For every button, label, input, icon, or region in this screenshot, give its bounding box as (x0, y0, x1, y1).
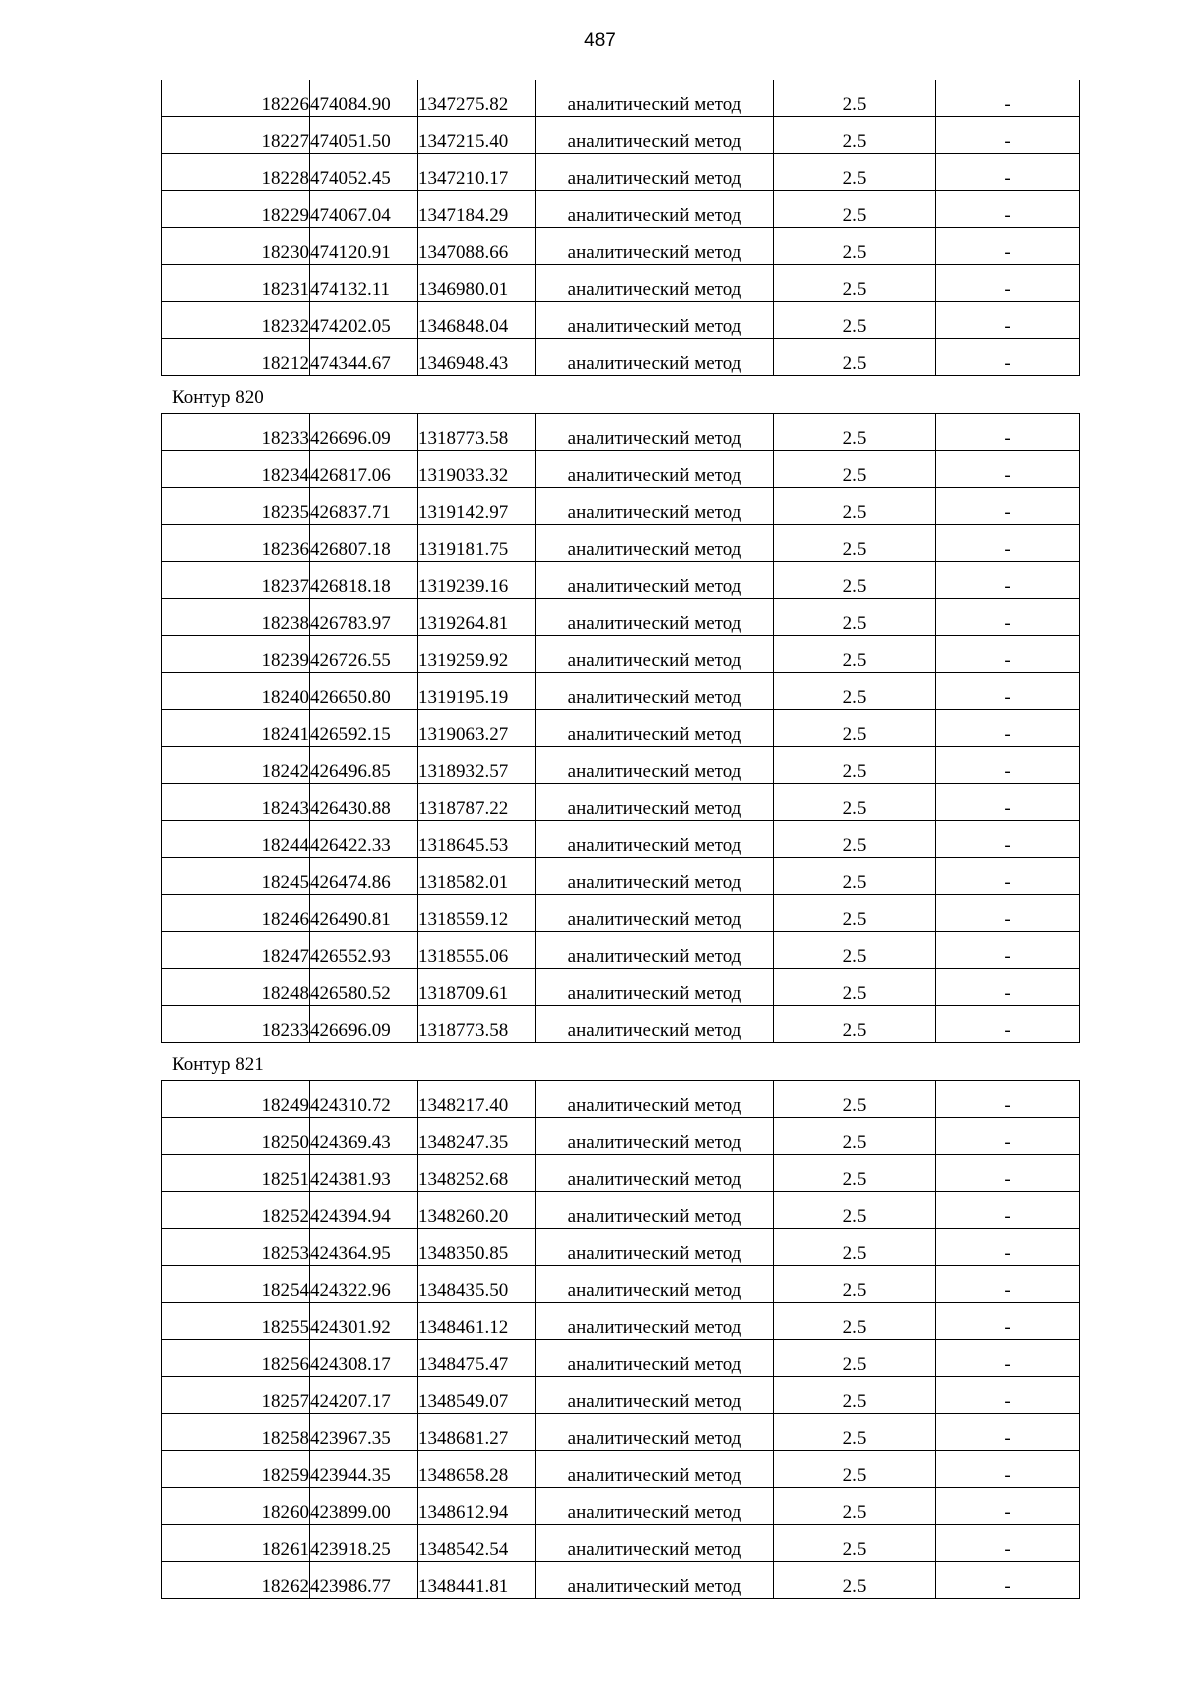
point-number-cell: 18233 (162, 414, 310, 451)
point-number-cell: 18256 (162, 1340, 310, 1377)
point-number-cell: 18226 (162, 80, 310, 117)
x-coordinate-cell: 423944.35 (310, 1451, 418, 1488)
accuracy-cell: 2.5 (774, 451, 936, 488)
page-number: 487 (584, 30, 616, 51)
y-coordinate-cell: 1348350.85 (418, 1229, 536, 1266)
y-coordinate-cell: 1318773.58 (418, 1006, 536, 1043)
method-cell: аналитический метод (536, 265, 774, 302)
table-row (162, 1525, 1080, 1562)
note-cell: - (936, 784, 1080, 821)
table-row (162, 673, 1080, 710)
method-cell: аналитический метод (536, 636, 774, 673)
y-coordinate-cell: 1347215.40 (418, 117, 536, 154)
y-coordinate-cell: 1348461.12 (418, 1303, 536, 1340)
x-coordinate-cell: 424381.93 (310, 1155, 418, 1192)
accuracy-cell: 2.5 (774, 117, 936, 154)
y-coordinate-cell: 1319142.97 (418, 488, 536, 525)
note-cell: - (936, 1562, 1080, 1599)
point-number-cell: 18248 (162, 969, 310, 1006)
note-cell: - (936, 747, 1080, 784)
accuracy-cell: 2.5 (774, 1266, 936, 1303)
note-cell: - (936, 191, 1080, 228)
note-cell: - (936, 636, 1080, 673)
y-coordinate-cell: 1319259.92 (418, 636, 536, 673)
note-cell: - (936, 451, 1080, 488)
table-row (162, 1155, 1080, 1192)
y-coordinate-cell: 1348475.47 (418, 1340, 536, 1377)
y-coordinate-cell: 1348658.28 (418, 1451, 536, 1488)
point-number-cell: 18234 (162, 451, 310, 488)
point-number-cell: 18238 (162, 599, 310, 636)
method-cell: аналитический метод (536, 1488, 774, 1525)
note-cell: - (936, 1081, 1080, 1118)
accuracy-cell: 2.5 (774, 895, 936, 932)
table-row (162, 1340, 1080, 1377)
table-row (162, 302, 1080, 339)
x-coordinate-cell: 424308.17 (310, 1340, 418, 1377)
coordinates-table (161, 80, 1080, 376)
table-row (162, 1488, 1080, 1525)
y-coordinate-cell: 1318709.61 (418, 969, 536, 1006)
point-number-cell: 18227 (162, 117, 310, 154)
contour-title: Контур 821 (172, 1054, 264, 1075)
y-coordinate-cell: 1348612.94 (418, 1488, 536, 1525)
method-cell: аналитический метод (536, 784, 774, 821)
method-cell: аналитический метод (536, 895, 774, 932)
y-coordinate-cell: 1319033.32 (418, 451, 536, 488)
table-row (162, 747, 1080, 784)
note-cell: - (936, 414, 1080, 451)
accuracy-cell: 2.5 (774, 636, 936, 673)
accuracy-cell: 2.5 (774, 1451, 936, 1488)
table-row (162, 784, 1080, 821)
note-cell: - (936, 932, 1080, 969)
table-row (162, 969, 1080, 1006)
accuracy-cell: 2.5 (774, 858, 936, 895)
note-cell: - (936, 1340, 1080, 1377)
x-coordinate-cell: 424207.17 (310, 1377, 418, 1414)
y-coordinate-cell: 1319181.75 (418, 525, 536, 562)
table-row (162, 228, 1080, 265)
table-row (162, 1562, 1080, 1599)
x-coordinate-cell: 426696.09 (310, 414, 418, 451)
table-row (162, 154, 1080, 191)
method-cell: аналитический метод (536, 1266, 774, 1303)
x-coordinate-cell: 426422.33 (310, 821, 418, 858)
accuracy-cell: 2.5 (774, 1377, 936, 1414)
point-number-cell: 18236 (162, 525, 310, 562)
y-coordinate-cell: 1346848.04 (418, 302, 536, 339)
x-coordinate-cell: 426650.80 (310, 673, 418, 710)
x-coordinate-cell: 426783.97 (310, 599, 418, 636)
table-row (162, 265, 1080, 302)
point-number-cell: 18243 (162, 784, 310, 821)
x-coordinate-cell: 426552.93 (310, 932, 418, 969)
point-number-cell: 18235 (162, 488, 310, 525)
table-row (162, 932, 1080, 969)
point-number-cell: 18241 (162, 710, 310, 747)
note-cell: - (936, 302, 1080, 339)
method-cell: аналитический метод (536, 1340, 774, 1377)
accuracy-cell: 2.5 (774, 339, 936, 376)
method-cell: аналитический метод (536, 80, 774, 117)
table-row (162, 80, 1080, 117)
point-number-cell: 18259 (162, 1451, 310, 1488)
note-cell: - (936, 1525, 1080, 1562)
accuracy-cell: 2.5 (774, 80, 936, 117)
note-cell: - (936, 228, 1080, 265)
table-row (162, 562, 1080, 599)
point-number-cell: 18258 (162, 1414, 310, 1451)
note-cell: - (936, 1229, 1080, 1266)
point-number-cell: 18253 (162, 1229, 310, 1266)
point-number-cell: 18245 (162, 858, 310, 895)
note-cell: - (936, 80, 1080, 117)
note-cell: - (936, 154, 1080, 191)
y-coordinate-cell: 1347088.66 (418, 228, 536, 265)
point-number-cell: 18239 (162, 636, 310, 673)
note-cell: - (936, 821, 1080, 858)
y-coordinate-cell: 1346948.43 (418, 339, 536, 376)
x-coordinate-cell: 474344.67 (310, 339, 418, 376)
point-number-cell: 18252 (162, 1192, 310, 1229)
accuracy-cell: 2.5 (774, 1192, 936, 1229)
table-row (162, 858, 1080, 895)
table-row (162, 339, 1080, 376)
method-cell: аналитический метод (536, 1562, 774, 1599)
y-coordinate-cell: 1319264.81 (418, 599, 536, 636)
table-row (162, 1303, 1080, 1340)
accuracy-cell: 2.5 (774, 673, 936, 710)
x-coordinate-cell: 426490.81 (310, 895, 418, 932)
point-number-cell: 18229 (162, 191, 310, 228)
note-cell: - (936, 265, 1080, 302)
coordinates-document (161, 80, 1079, 1599)
point-number-cell: 18257 (162, 1377, 310, 1414)
note-cell: - (936, 488, 1080, 525)
method-cell: аналитический метод (536, 821, 774, 858)
table-row (162, 488, 1080, 525)
accuracy-cell: 2.5 (774, 747, 936, 784)
point-number-cell: 18255 (162, 1303, 310, 1340)
x-coordinate-cell: 426696.09 (310, 1006, 418, 1043)
y-coordinate-cell: 1347275.82 (418, 80, 536, 117)
coordinates-table (161, 1080, 1080, 1599)
table-row (162, 414, 1080, 451)
accuracy-cell: 2.5 (774, 1340, 936, 1377)
x-coordinate-cell: 426837.71 (310, 488, 418, 525)
accuracy-cell: 2.5 (774, 1118, 936, 1155)
point-number-cell: 18231 (162, 265, 310, 302)
method-cell: аналитический метод (536, 339, 774, 376)
x-coordinate-cell: 423986.77 (310, 1562, 418, 1599)
point-number-cell: 18230 (162, 228, 310, 265)
note-cell: - (936, 858, 1080, 895)
method-cell: аналитический метод (536, 488, 774, 525)
method-cell: аналитический метод (536, 599, 774, 636)
y-coordinate-cell: 1347184.29 (418, 191, 536, 228)
y-coordinate-cell: 1318932.57 (418, 747, 536, 784)
accuracy-cell: 2.5 (774, 932, 936, 969)
point-number-cell: 18232 (162, 302, 310, 339)
method-cell: аналитический метод (536, 1451, 774, 1488)
accuracy-cell: 2.5 (774, 969, 936, 1006)
contour-title: Контур 820 (172, 387, 264, 408)
point-number-cell: 18250 (162, 1118, 310, 1155)
x-coordinate-cell: 424364.95 (310, 1229, 418, 1266)
method-cell: аналитический метод (536, 562, 774, 599)
x-coordinate-cell: 426592.15 (310, 710, 418, 747)
table-row (162, 1266, 1080, 1303)
y-coordinate-cell: 1318773.58 (418, 414, 536, 451)
x-coordinate-cell: 424369.43 (310, 1118, 418, 1155)
method-cell: аналитический метод (536, 673, 774, 710)
note-cell: - (936, 1155, 1080, 1192)
table-row (162, 1229, 1080, 1266)
y-coordinate-cell: 1319239.16 (418, 562, 536, 599)
method-cell: аналитический метод (536, 451, 774, 488)
y-coordinate-cell: 1318582.01 (418, 858, 536, 895)
y-coordinate-cell: 1348681.27 (418, 1414, 536, 1451)
note-cell: - (936, 117, 1080, 154)
method-cell: аналитический метод (536, 414, 774, 451)
accuracy-cell: 2.5 (774, 1525, 936, 1562)
method-cell: аналитический метод (536, 1229, 774, 1266)
accuracy-cell: 2.5 (774, 599, 936, 636)
table-row (162, 821, 1080, 858)
method-cell: аналитический метод (536, 1414, 774, 1451)
point-number-cell: 18237 (162, 562, 310, 599)
note-cell: - (936, 1451, 1080, 1488)
point-number-cell: 18240 (162, 673, 310, 710)
x-coordinate-cell: 474120.91 (310, 228, 418, 265)
x-coordinate-cell: 426496.85 (310, 747, 418, 784)
method-cell: аналитический метод (536, 1081, 774, 1118)
note-cell: - (936, 599, 1080, 636)
x-coordinate-cell: 426580.52 (310, 969, 418, 1006)
note-cell: - (936, 895, 1080, 932)
note-cell: - (936, 1488, 1080, 1525)
note-cell: - (936, 1414, 1080, 1451)
note-cell: - (936, 339, 1080, 376)
point-number-cell: 18212 (162, 339, 310, 376)
method-cell: аналитический метод (536, 117, 774, 154)
table-row (162, 1081, 1080, 1118)
x-coordinate-cell: 474052.45 (310, 154, 418, 191)
table-row (162, 710, 1080, 747)
accuracy-cell: 2.5 (774, 821, 936, 858)
note-cell: - (936, 1377, 1080, 1414)
table-row (162, 525, 1080, 562)
method-cell: аналитический метод (536, 191, 774, 228)
x-coordinate-cell: 426817.06 (310, 451, 418, 488)
point-number-cell: 18260 (162, 1488, 310, 1525)
accuracy-cell: 2.5 (774, 302, 936, 339)
y-coordinate-cell: 1318555.06 (418, 932, 536, 969)
point-number-cell: 18247 (162, 932, 310, 969)
table-row (162, 1451, 1080, 1488)
y-coordinate-cell: 1348247.35 (418, 1118, 536, 1155)
accuracy-cell: 2.5 (774, 488, 936, 525)
method-cell: аналитический метод (536, 1303, 774, 1340)
x-coordinate-cell: 474202.05 (310, 302, 418, 339)
x-coordinate-cell: 424301.92 (310, 1303, 418, 1340)
accuracy-cell: 2.5 (774, 1006, 936, 1043)
accuracy-cell: 2.5 (774, 265, 936, 302)
accuracy-cell: 2.5 (774, 562, 936, 599)
table-row (162, 636, 1080, 673)
note-cell: - (936, 1303, 1080, 1340)
x-coordinate-cell: 426430.88 (310, 784, 418, 821)
method-cell: аналитический метод (536, 1377, 774, 1414)
coordinates-table (161, 413, 1080, 1043)
method-cell: аналитический метод (536, 1118, 774, 1155)
method-cell: аналитический метод (536, 1155, 774, 1192)
x-coordinate-cell: 423918.25 (310, 1525, 418, 1562)
y-coordinate-cell: 1319063.27 (418, 710, 536, 747)
y-coordinate-cell: 1348260.20 (418, 1192, 536, 1229)
table-row (162, 1118, 1080, 1155)
note-cell: - (936, 525, 1080, 562)
point-number-cell: 18254 (162, 1266, 310, 1303)
method-cell: аналитический метод (536, 1525, 774, 1562)
table-row (162, 1006, 1080, 1043)
method-cell: аналитический метод (536, 1192, 774, 1229)
x-coordinate-cell: 423899.00 (310, 1488, 418, 1525)
note-cell: - (936, 1192, 1080, 1229)
accuracy-cell: 2.5 (774, 1229, 936, 1266)
y-coordinate-cell: 1318645.53 (418, 821, 536, 858)
point-number-cell: 18228 (162, 154, 310, 191)
x-coordinate-cell: 426726.55 (310, 636, 418, 673)
point-number-cell: 18244 (162, 821, 310, 858)
x-coordinate-cell: 424322.96 (310, 1266, 418, 1303)
method-cell: аналитический метод (536, 858, 774, 895)
x-coordinate-cell: 423967.35 (310, 1414, 418, 1451)
method-cell: аналитический метод (536, 747, 774, 784)
accuracy-cell: 2.5 (774, 1562, 936, 1599)
y-coordinate-cell: 1348252.68 (418, 1155, 536, 1192)
y-coordinate-cell: 1348435.50 (418, 1266, 536, 1303)
table-row (162, 1192, 1080, 1229)
method-cell: аналитический метод (536, 525, 774, 562)
note-cell: - (936, 710, 1080, 747)
point-number-cell: 18251 (162, 1155, 310, 1192)
method-cell: аналитический метод (536, 154, 774, 191)
point-number-cell: 18249 (162, 1081, 310, 1118)
method-cell: аналитический метод (536, 228, 774, 265)
accuracy-cell: 2.5 (774, 228, 936, 265)
x-coordinate-cell: 474084.90 (310, 80, 418, 117)
point-number-cell: 18242 (162, 747, 310, 784)
y-coordinate-cell: 1318559.12 (418, 895, 536, 932)
table-row (162, 1414, 1080, 1451)
method-cell: аналитический метод (536, 1006, 774, 1043)
point-number-cell: 18261 (162, 1525, 310, 1562)
table-row (162, 895, 1080, 932)
method-cell: аналитический метод (536, 710, 774, 747)
note-cell: - (936, 673, 1080, 710)
table-row (162, 191, 1080, 228)
x-coordinate-cell: 474051.50 (310, 117, 418, 154)
accuracy-cell: 2.5 (774, 710, 936, 747)
y-coordinate-cell: 1348217.40 (418, 1081, 536, 1118)
y-coordinate-cell: 1348542.54 (418, 1525, 536, 1562)
x-coordinate-cell: 426474.86 (310, 858, 418, 895)
x-coordinate-cell: 474132.11 (310, 265, 418, 302)
method-cell: аналитический метод (536, 302, 774, 339)
point-number-cell: 18233 (162, 1006, 310, 1043)
y-coordinate-cell: 1348549.07 (418, 1377, 536, 1414)
table-row (162, 599, 1080, 636)
accuracy-cell: 2.5 (774, 525, 936, 562)
table-row (162, 451, 1080, 488)
y-coordinate-cell: 1346980.01 (418, 265, 536, 302)
x-coordinate-cell: 424394.94 (310, 1192, 418, 1229)
accuracy-cell: 2.5 (774, 154, 936, 191)
y-coordinate-cell: 1318787.22 (418, 784, 536, 821)
note-cell: - (936, 1266, 1080, 1303)
y-coordinate-cell: 1347210.17 (418, 154, 536, 191)
accuracy-cell: 2.5 (774, 191, 936, 228)
accuracy-cell: 2.5 (774, 1081, 936, 1118)
note-cell: - (936, 969, 1080, 1006)
point-number-cell: 18262 (162, 1562, 310, 1599)
x-coordinate-cell: 426818.18 (310, 562, 418, 599)
y-coordinate-cell: 1319195.19 (418, 673, 536, 710)
table-row (162, 117, 1080, 154)
accuracy-cell: 2.5 (774, 784, 936, 821)
accuracy-cell: 2.5 (774, 1414, 936, 1451)
note-cell: - (936, 1006, 1080, 1043)
note-cell: - (936, 1118, 1080, 1155)
note-cell: - (936, 562, 1080, 599)
x-coordinate-cell: 424310.72 (310, 1081, 418, 1118)
x-coordinate-cell: 426807.18 (310, 525, 418, 562)
accuracy-cell: 2.5 (774, 1303, 936, 1340)
accuracy-cell: 2.5 (774, 1488, 936, 1525)
method-cell: аналитический метод (536, 969, 774, 1006)
x-coordinate-cell: 474067.04 (310, 191, 418, 228)
table-row (162, 1377, 1080, 1414)
point-number-cell: 18246 (162, 895, 310, 932)
accuracy-cell: 2.5 (774, 1155, 936, 1192)
y-coordinate-cell: 1348441.81 (418, 1562, 536, 1599)
method-cell: аналитический метод (536, 932, 774, 969)
accuracy-cell: 2.5 (774, 414, 936, 451)
